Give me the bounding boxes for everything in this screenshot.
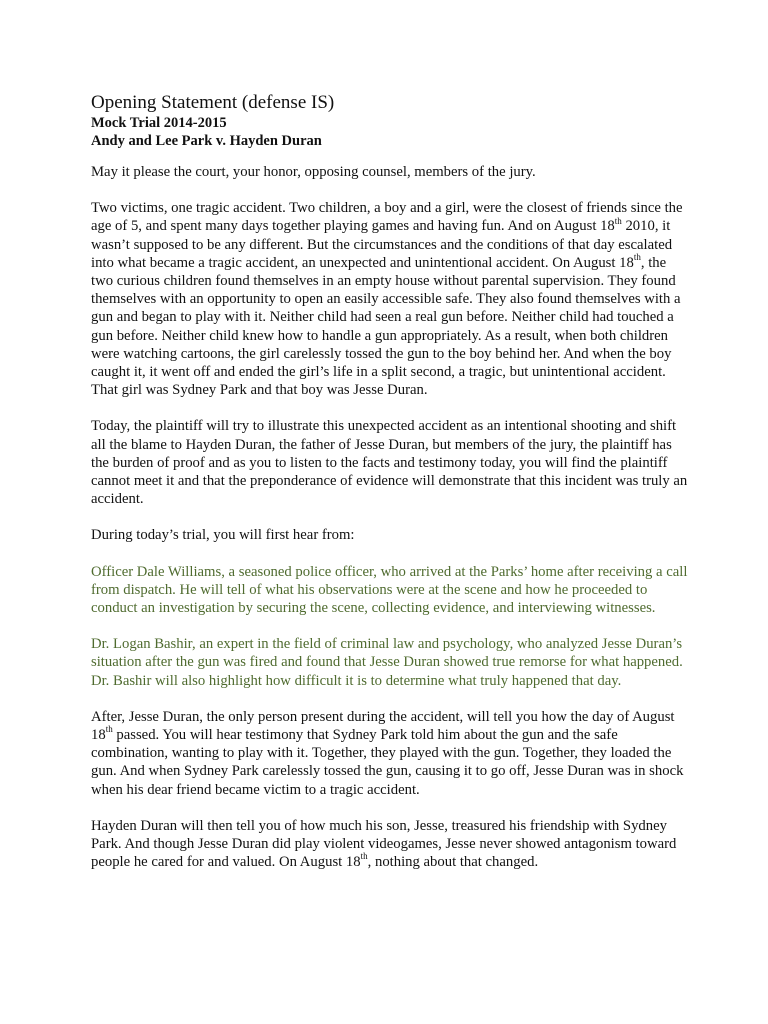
- paragraph-jesse-part1: After, Jesse Duran, the only person present during the accident, will tell you how the day of August 18: [91, 708, 675, 744]
- paragraph-hayden-part2: , nothing about that changed.: [367, 854, 539, 871]
- paragraph-plaintiff: Today, the plaintiff will try to illustrate this unexpected accident as an intentional shooting and shift all the blame to Hayden Duran, the father of Jesse Duran, but members of the jury, the plaintiff has the burden of proof and as you to listen to the facts and testimony today, you will find the plaintiff cannot meet it and that the preponderance of evidence will demonstrate that this incident was truly an accident.: [91, 418, 688, 508]
- ordinal-suffix: th: [105, 724, 113, 735]
- paragraph-jesse-part2: passed. You will hear testimony that Sydney Park told him about the gun and the safe combination, wanting to play with it. Together, they played with the gun. Together, they loaded the gun. And when Sydney Park carelessly tossed the gun, causing it to go off, Jesse Duran was in shock when his dear friend became victim to a tragic accident.: [91, 727, 684, 798]
- document-page: [91, 92, 691, 872]
- witness-dr-bashir: Dr. Logan Bashir, an expert in the field of criminal law and psychology, who analyzed Jesse Duran’s situation after the gun was fired and found that Jesse Duran showed true remorse for what happened. Dr. Bashir will also highlight how difficult it is to determine what truly happened that day.: [91, 636, 683, 689]
- paragraph-intro-part2: 2010, it wasn’t supposed to be any different. But the circumstances and the conditions of that day escalated into what became a tragic accident, an unexpected and unintentional accident. On August 18: [91, 218, 673, 271]
- paragraph-hayden-duran: [91, 817, 691, 872]
- paragraph-intro: [91, 199, 691, 399]
- witness-officer-williams: Officer Dale Williams, a seasoned police officer, who arrived at the Parks’ home after receiving a call from dispatch. He will tell of what his observations were at the scene and how he proceeded to conduct an investigation by securing the scene, collecting evidence, and interviewing witnesses.: [91, 563, 688, 617]
- paragraph-jesse-duran: [91, 708, 691, 799]
- ordinal-suffix: th: [360, 851, 368, 862]
- document-subtitle-case: Andy and Lee Park v. Hayden Duran: [91, 133, 322, 149]
- ordinal-suffix: th: [614, 215, 622, 226]
- paragraph-intro-part1: Two victims, one tragic accident. Two children, a boy and a girl, were the closest of friends since the age of 5, and spent many days together playing games and having fun. And on August 18: [91, 200, 683, 235]
- paragraph-intro-part3: , the two curious children found themselves in an empty house without parental supervision. They found themselves with an opportunity to open an easily accessible safe. They also found themselves with a gun and began to play with it. Neither child had seen a real gun before. Neither child had touched a gun before. Neither child knew how to handle a gun appropriately. As a result, when both children were watching cartoons, the girl carelessly tossed the gun to the boy behind her. And when the boy caught it, it went off and ended the girl’s life in a split second, a tragic, but unintentional accident. That girl was Sydney Park and that boy was Jesse Duran.: [91, 254, 681, 399]
- ordinal-suffix: th: [633, 251, 641, 262]
- paragraph-greeting: May it please the court, your honor, opposing counsel, members of the jury.: [91, 164, 536, 180]
- document-subtitle-year: Mock Trial 2014-2015: [91, 115, 227, 131]
- paragraph-witness-intro: During today’s trial, you will first hear from:: [91, 527, 355, 544]
- paragraph-hayden-part1: Hayden Duran will then tell you of how much his son, Jesse, treasured his friendship with Sydney Park. And though Jesse Duran did play violent videogames, Jesse never showed antagonism toward people he cared for and valued. On August 18: [91, 817, 677, 871]
- document-title: Opening Statement (defense IS): [91, 92, 335, 113]
